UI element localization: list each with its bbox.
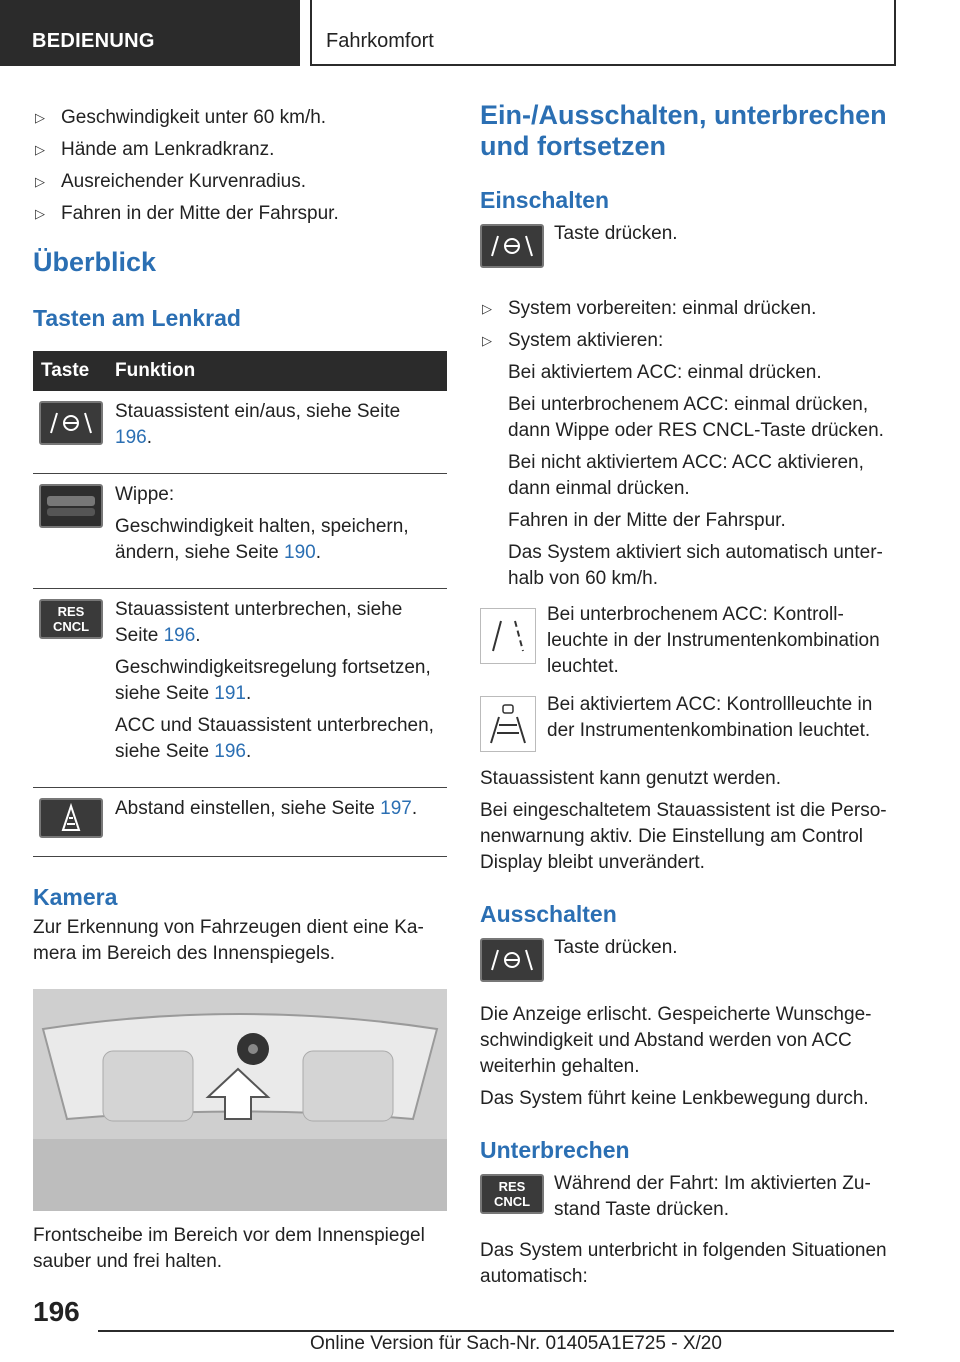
page-link[interactable]: 196 (163, 625, 196, 646)
list-item: ▷ Geschwindigkeit unter 60 km/h. (33, 105, 447, 131)
distance-button-icon (39, 798, 103, 838)
list-item: ▷ Ausreichender Kurvenradius. (33, 169, 447, 195)
table-cell: Abstand einstellen, siehe Seite 197. (115, 798, 418, 819)
buttons-heading: Tasten am Lenkrad (33, 305, 241, 331)
left-column (33, 100, 447, 1275)
list-subitem: Bei unterbrochenem ACC: einmal drücken, dann Wippe oder RES CNCL-Taste drücken. (508, 394, 884, 441)
switch-off-row (480, 938, 895, 994)
switch-off-para: Das System führt keine Lenkbewegung durch. (480, 1088, 869, 1109)
pause-heading: Unterbrechen (480, 1137, 630, 1163)
steering-assist-indicator-icon (480, 608, 536, 664)
list-subitem: Bei aktiviertem ACC: einmal drücken. (508, 362, 822, 383)
table-cell: Geschwindigkeit halten, speichern, ändern, siehe Seite 190. (115, 516, 409, 563)
switch-off-para: Die Anzeige erlischt. Gespeicherte Wunschgeschwindigkeit und Abstand werden von ACC weiterhin gehalten. (480, 1004, 872, 1077)
table-header-function: Funktion (109, 351, 447, 391)
rocker-switch-icon (39, 484, 103, 528)
steering-assist-active-icon (480, 696, 536, 752)
table-cell: Stauassistent ein/aus, siehe Seite 196. (115, 401, 401, 448)
steering-assist-button-icon (480, 938, 544, 982)
chapter-title: Fahrkomfort (310, 0, 896, 66)
switch-on-heading: Einschalten (480, 187, 610, 213)
switch-on-row (480, 224, 895, 280)
warning-text: Bei eingeschaltetem Stauassistent ist die Personenwarnung aktiv. Die Einstellung am Control Display bleibt unverändert. (480, 800, 887, 873)
indicator-row-active (480, 696, 895, 758)
table-row (33, 474, 447, 589)
list-item: ▷ Fahren in der Mitte der Fahrspur. (33, 201, 447, 227)
table-cell: Wippe: (115, 484, 175, 505)
section-heading: Ein-/Ausschalten, unterbrechen und fortsetzen (480, 100, 887, 161)
table-cell: Stauassistent unterbrechen, siehe Seite 196. (115, 599, 403, 646)
res-cncl-button-icon: RES CNCL (39, 599, 103, 639)
list-item: ▷ Hände am Lenkradkranz. (33, 137, 447, 163)
camera-heading: Kamera (33, 884, 118, 910)
list-subitem: Bei nicht aktiviertem ACC: ACC aktivieren, dann einmal drücken. (508, 452, 864, 499)
page-link[interactable]: 196 (214, 741, 246, 762)
steering-assist-button-icon (39, 401, 103, 445)
buttons-table (33, 351, 447, 857)
camera-text: Zur Erkennung von Fahrzeugen dient eine Kamera im Bereich des Innenspiegels. (33, 917, 424, 964)
windshield-camera-photo (33, 989, 447, 1211)
switch-on-list (480, 296, 895, 592)
pause-para: Das System unterbricht in folgenden Situationen automatisch: (480, 1240, 887, 1287)
table-row (33, 788, 447, 857)
steering-assist-button-icon (480, 224, 544, 268)
page-link[interactable]: 190 (284, 542, 316, 563)
switch-off-text: Taste drücken. (554, 937, 678, 958)
table-row (33, 391, 447, 474)
footer-text: Online Version für Sach-Nr. 01405A1E725 - X/20 (310, 1333, 722, 1354)
indicator-row-paused (480, 606, 895, 690)
footer-divider (98, 1330, 894, 1332)
page-link[interactable]: 197 (380, 798, 412, 819)
table-cell: ACC und Stauassistent unterbrechen, siehe Seite 196. (115, 715, 434, 762)
overview-heading: Überblick (33, 247, 157, 277)
pause-row (480, 1174, 895, 1230)
switch-on-text: Taste drücken. (554, 223, 678, 244)
table-header-key: Taste (33, 351, 109, 391)
page-header (0, 0, 960, 66)
list-subitem: Fahren in der Mitte der Fahrspur. (508, 510, 786, 531)
indicator-active-text: Bei aktiviertem ACC: Kontrollleuchte in der Instrumentenkombination leuchtet. (547, 694, 873, 741)
list-item: ▷ System vorbereiten: einmal drücken. (480, 296, 895, 322)
pause-text: Während der Fahrt: Im aktivierten Zustand Taste drücken. (554, 1173, 871, 1220)
ready-text: Stauassistent kann genutzt werden. (480, 768, 782, 789)
right-column (480, 100, 895, 1290)
list-subitem: Das System aktiviert sich automatisch unterhalb von 60 km/h. (508, 542, 883, 589)
table-cell: Geschwindigkeitsregelung fortsetzen, siehe Seite 191. (115, 657, 431, 704)
page-link[interactable]: 196 (115, 427, 147, 448)
photo-caption: Frontscheibe im Bereich vor dem Innenspiegel sauber und frei halten. (33, 1225, 425, 1272)
list-item: ▷ System aktivieren: Bei aktiviertem ACC: einmal drücken. Bei unterbrochenem ACC: einmal drücken, dann Wippe oder RES CNCL-Taste drücken. Bei nicht aktiviertem ACC: ACC aktivieren, dann einmal drücken. Fahren in der Mitte der Fahrspur. Das System aktiviert sich automatisch unterhalb von 60 km/h. (480, 328, 895, 592)
table-row (33, 589, 447, 788)
section-tab: BEDIENUNG (0, 0, 300, 66)
switch-off-heading: Ausschalten (480, 901, 617, 927)
page-number: 196 (33, 1296, 80, 1327)
page-link[interactable]: 191 (214, 683, 246, 704)
res-cncl-button-icon: RES CNCL (480, 1174, 544, 1214)
indicator-paused-text: Bei unterbrochenem ACC: Kontrollleuchte in der Instrumentenkombination leuchtet. (547, 604, 880, 677)
condition-list (33, 105, 447, 227)
